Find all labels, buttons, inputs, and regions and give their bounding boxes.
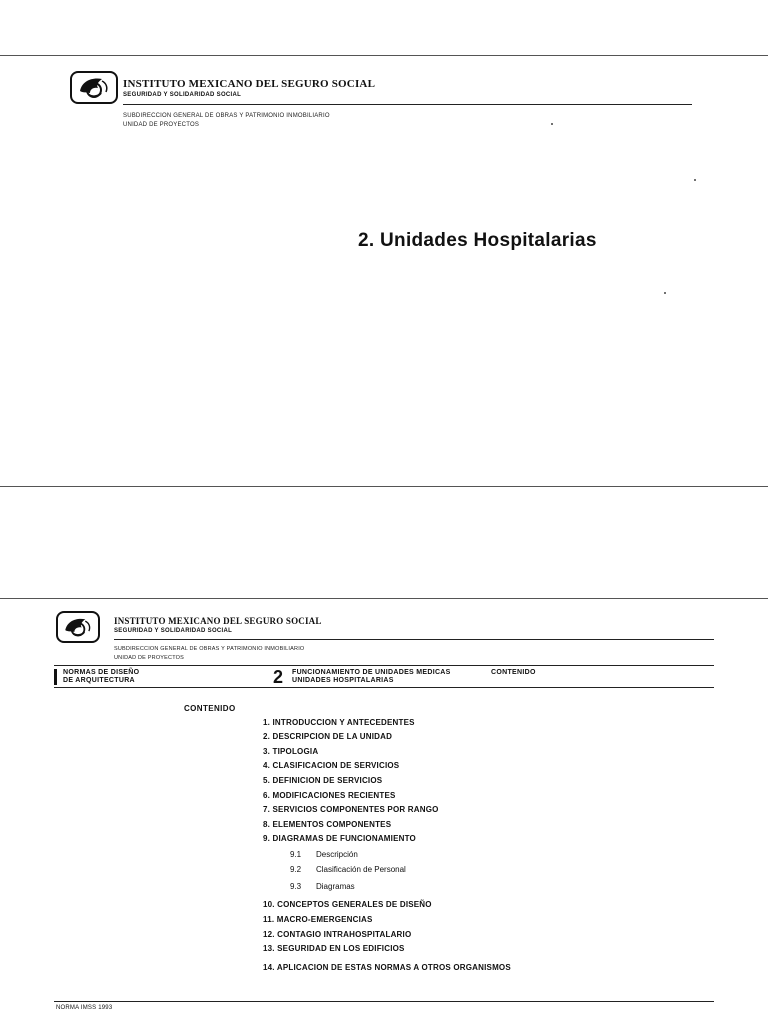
imss-logo-icon bbox=[56, 611, 100, 643]
chapter-number: 2 bbox=[273, 667, 284, 687]
toc-item: 2. DESCRIPCION DE LA UNIDAD bbox=[263, 732, 393, 741]
section-name: CONTENIDO bbox=[491, 669, 536, 676]
cover-page bbox=[0, 55, 768, 487]
imss-logo-icon bbox=[70, 71, 118, 104]
contents-page bbox=[0, 598, 768, 1024]
toc-item: 7. SERVICIOS COMPONENTES POR RANGO bbox=[263, 805, 439, 814]
scan-speck bbox=[694, 179, 696, 181]
toc-item: 6. MODIFICACIONES RECIENTES bbox=[263, 791, 396, 800]
toc-item: 5. DEFINICION DE SERVICIOS bbox=[263, 776, 383, 785]
footer-label: NORMA IMSS 1993 bbox=[56, 1005, 113, 1011]
unit-label: UNIDAD DE PROYECTOS bbox=[114, 655, 185, 661]
toc-item: 13. SEGURIDAD EN LOS EDIFICIOS bbox=[263, 944, 405, 953]
toc-item: 12. CONTAGIO INTRAHOSPITALARIO bbox=[263, 930, 412, 939]
norms-label: NORMAS DE DISEÑO DE ARQUITECTURA bbox=[63, 669, 140, 684]
toc-item: 8. ELEMENTOS COMPONENTES bbox=[263, 820, 392, 829]
section-marker bbox=[54, 669, 57, 685]
section-rule bbox=[54, 687, 714, 688]
scan-speck bbox=[664, 292, 666, 294]
unit-label: UNIDAD DE PROYECTOS bbox=[123, 122, 200, 128]
scan-speck bbox=[551, 123, 553, 125]
header-rule bbox=[123, 104, 692, 105]
toc-item: 11. MACRO-EMERGENCIAS bbox=[263, 915, 373, 924]
toc-item: 14. APLICACION DE ESTAS NORMAS A OTROS ORGANISMOS bbox=[263, 963, 511, 972]
toc-item: 4. CLASIFICACION DE SERVICIOS bbox=[263, 761, 400, 770]
toc-item: 9. DIAGRAMAS DE FUNCIONAMIENTO bbox=[263, 834, 416, 843]
toc-heading: CONTENIDO bbox=[184, 704, 236, 713]
toc-subitem: 9.1 Descripción bbox=[290, 850, 358, 859]
subdirection-label: SUBDIRECCION GENERAL DE OBRAS Y PATRIMONIO INMOBILIARIO bbox=[114, 646, 305, 652]
subdirection-label: SUBDIRECCION GENERAL DE OBRAS Y PATRIMONIO INMOBILIARIO bbox=[123, 113, 330, 119]
institution-tagline: SEGURIDAD Y SOLIDARIDAD SOCIAL bbox=[114, 628, 233, 634]
page-gap bbox=[0, 488, 768, 598]
header-rule bbox=[114, 639, 714, 640]
institution-name: INSTITUTO MEXICANO DEL SEGURO SOCIAL bbox=[123, 78, 376, 90]
section-rule bbox=[54, 665, 714, 666]
footer-rule bbox=[54, 1001, 714, 1002]
toc-subitem: 9.2 Clasificación de Personal bbox=[290, 865, 406, 874]
toc-item: 3. TIPOLOGIA bbox=[263, 747, 319, 756]
institution-name: INSTITUTO MEXICANO DEL SEGURO SOCIAL bbox=[114, 616, 322, 626]
toc-item: 1. INTRODUCCION Y ANTECEDENTES bbox=[263, 718, 415, 727]
toc-item: 10. CONCEPTOS GENERALES DE DISEÑO bbox=[263, 900, 432, 909]
institution-tagline: SEGURIDAD Y SOLIDARIDAD SOCIAL bbox=[123, 92, 242, 98]
chapter-title: FUNCIONAMIENTO DE UNIDADES MEDICAS UNIDADES HOSPITALARIAS bbox=[292, 669, 451, 684]
cover-title: 2. Unidades Hospitalarias bbox=[358, 230, 597, 251]
toc-subitem: 9.3 Diagramas bbox=[290, 882, 355, 891]
top-margin bbox=[0, 0, 768, 55]
